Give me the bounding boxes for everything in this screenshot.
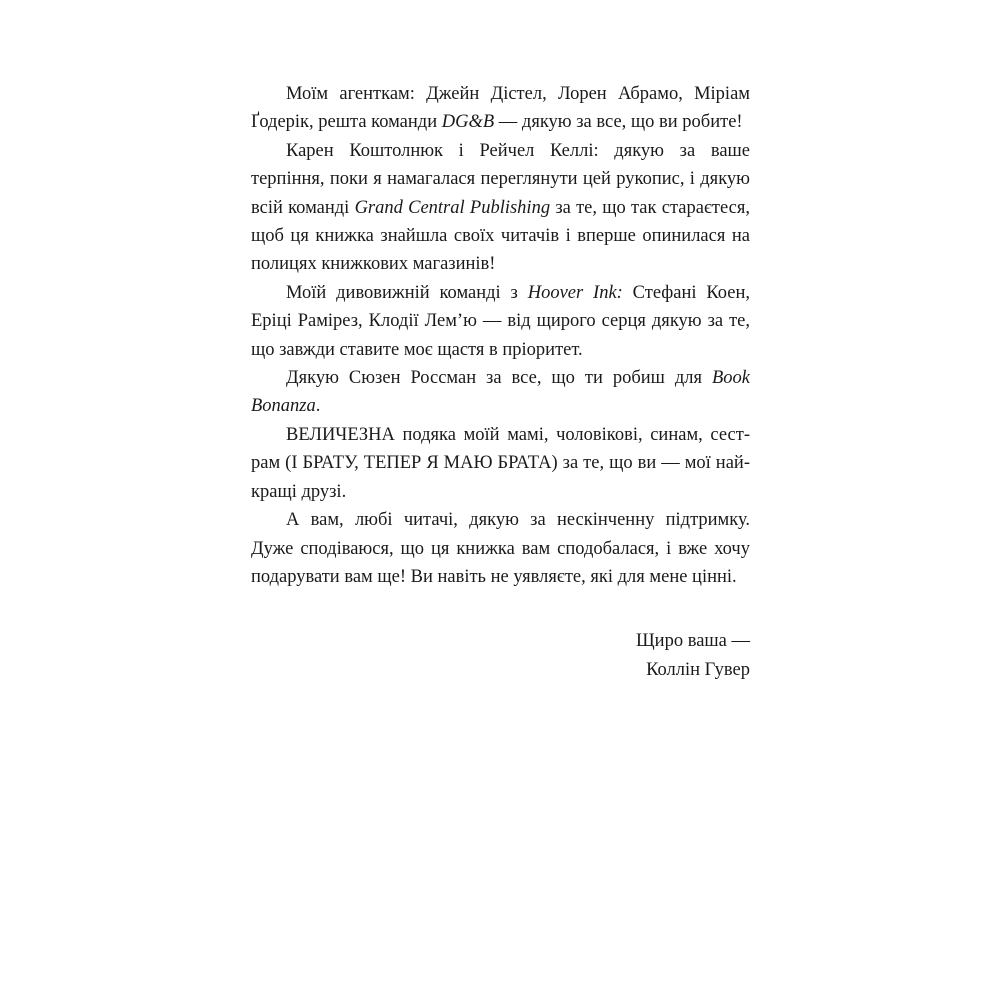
signoff-author: Коллін Гувер [646,659,750,680]
paragraph-family: ВЕЛИЧЕЗНА подяка моїй мамі, чоловікові, синам, сестрам (І БРАТУ, ТЕПЕР Я МАЮ БРАТА) за те, що ви — мої найкращі друзі. [251,424,750,502]
italic-title: Hoover Ink: [527,282,623,303]
signoff-closing: Щиро ваша — [636,631,750,652]
paragraph-readers: А вам, любі читачі, дякую за нескінченну підтримку. Дуже сподіваюся, що ця книжка вам сподобалася, і вже хочу подарувати вам ще! Ви навіть не уявляєте, які для мене цінні. [251,510,750,587]
paragraph-book-bonanza: Дякую Сюзен Россман за все, що ти робиш для Book Bonanza. [251,368,750,417]
acknowledgements-text [251,80,750,591]
italic-title: Grand Central Publishing [354,197,551,218]
paragraph-hoover-ink: Моїй дивовижній команді з Hoover Ink: Стефані Коен, Еріці Рамірез, Клодії Лем’ю — від щирого серця дякую за те, що завжди ставите моє щастя в пріоритет. [251,282,751,360]
signoff [251,627,750,684]
acknowledgements-page [251,80,750,684]
paragraph-agents: Моїм агенткам: Джейн Дістел, Лорен Абрамо, Міріам Ґодерік, решта команди DG&B — дякую за все, що ви робите! [251,84,750,133]
italic-title: DG&B [441,112,495,133]
paragraph-publisher: Карен Коштолнюк і Рейчел Келлі: дякую за ваше терпіння, поки я намагалася переглянути цей рукопис, і дякую всій команді Grand Central Publishing за те, що так стараєтеся, щоб ця книжка знайшла своїх читачів і вперше опинилася на полицях книжкових магазинів! [251,140,750,275]
italic-title: Book Bonanza [251,368,750,417]
